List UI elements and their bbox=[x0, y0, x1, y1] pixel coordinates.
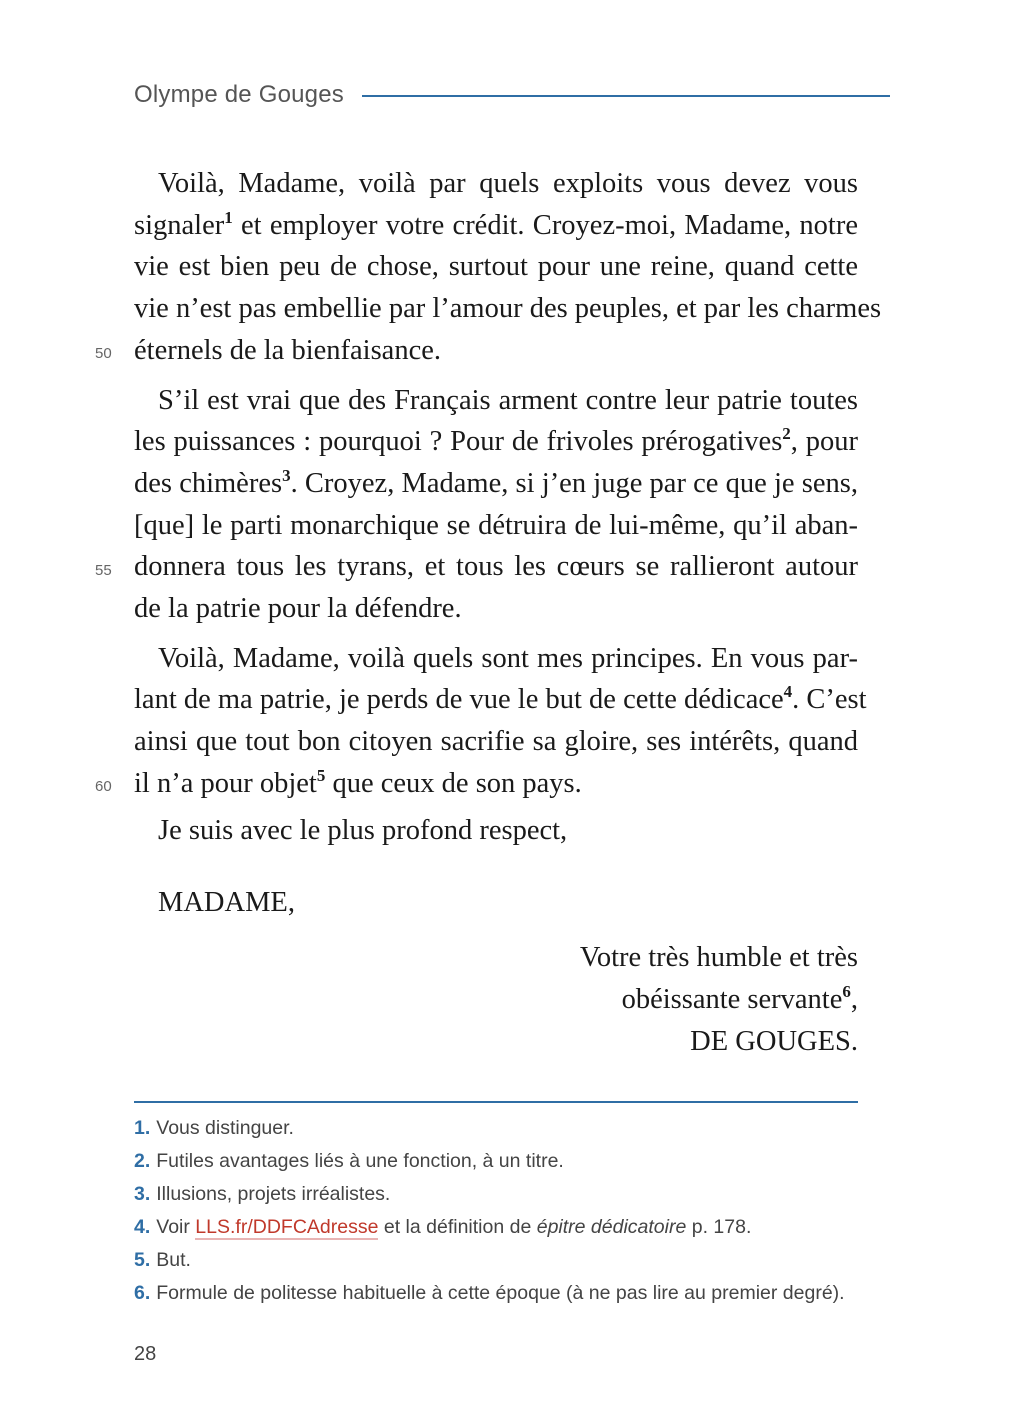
footnote-number: 6. bbox=[134, 1282, 151, 1304]
note-ref-4: 4 bbox=[783, 682, 793, 702]
footnote-text: Vous distinguer. bbox=[156, 1117, 294, 1139]
line-number-50: 50 bbox=[95, 345, 112, 362]
text-span: lant de ma patrie, je perds de vue le but de cette dédicace bbox=[134, 684, 784, 716]
footnote-5 bbox=[134, 1244, 894, 1277]
text-span: signaler bbox=[134, 209, 225, 241]
text-span: les puissances : pourquoi ? Pour de frivoles prérogatives bbox=[134, 426, 783, 458]
footnote-number: 3. bbox=[134, 1183, 151, 1205]
header-rule bbox=[362, 95, 890, 97]
footnote-text: p. 178. bbox=[686, 1216, 752, 1238]
text-line bbox=[134, 763, 858, 805]
note-ref-3: 3 bbox=[282, 465, 291, 485]
closing-respect-text: Je suis avec le plus profond respect, bbox=[158, 815, 568, 846]
footnote-number: 2. bbox=[134, 1150, 151, 1172]
footnote-text: Illusions, projets irréalistes. bbox=[156, 1183, 391, 1205]
text-line: vie n’est pas embellie par l’amour des peuples, et par les charmes bbox=[134, 293, 882, 325]
line-number-55: 55 bbox=[95, 562, 112, 579]
footnote-number: 5. bbox=[134, 1249, 151, 1271]
text-span: . C’est bbox=[792, 684, 867, 716]
footnote-text: Voir bbox=[156, 1216, 196, 1238]
footnote-number: 4. bbox=[134, 1216, 151, 1238]
footnote-link[interactable]: LLS.fr/DDFCAdresse bbox=[195, 1216, 379, 1238]
text-line: [que] le parti monarchique se détruira de lui-même, qu’il aban- bbox=[134, 509, 858, 541]
footnote-text: But. bbox=[156, 1249, 191, 1271]
footnote-6 bbox=[134, 1277, 894, 1310]
text-span: des chimères bbox=[134, 467, 283, 499]
closing-respect bbox=[134, 815, 858, 847]
paragraph-3 bbox=[134, 638, 867, 805]
text-line: Voilà, Madame, voilà quels sont mes principes. En vous par- bbox=[158, 642, 858, 674]
text-span: , pour bbox=[790, 426, 858, 458]
text-line bbox=[134, 421, 858, 463]
text-line: S’il est vrai que des Français arment contre leur patrie toutes bbox=[158, 384, 858, 416]
text-span: que ceux de son pays. bbox=[325, 767, 582, 799]
text-line: ainsi que tout bon citoyen sacrifie sa gloire, ses intérêts, quand bbox=[134, 726, 858, 758]
paragraph-2 bbox=[134, 380, 858, 630]
text-span: il n’a pour objet bbox=[134, 767, 317, 799]
text-line: de la patrie pour la défendre. bbox=[134, 593, 462, 625]
text-span: obéissante servante bbox=[621, 984, 843, 1015]
note-ref-6: 6 bbox=[842, 982, 851, 1001]
text-span: et employer votre crédit. Croyez-moi, Madame, notre bbox=[232, 209, 858, 241]
footnote-4 bbox=[134, 1211, 894, 1244]
footnote-2 bbox=[134, 1145, 894, 1178]
closing-salutation bbox=[134, 887, 858, 919]
text-span: . Croyez, Madame, si j’en juge par ce que je sens, bbox=[290, 467, 858, 499]
signature-line-2 bbox=[134, 979, 858, 1021]
footnote-1 bbox=[134, 1112, 894, 1145]
text-line: Voilà, Madame, voilà par quels exploits vous devez vous bbox=[158, 168, 858, 199]
note-ref-2: 2 bbox=[782, 424, 791, 444]
note-ref-5: 5 bbox=[316, 765, 326, 785]
closing-madame: MADAME, bbox=[158, 887, 295, 918]
note-ref-1: 1 bbox=[224, 207, 233, 227]
text-line: vie est bien peu de chose, surtout pour une reine, quand cette bbox=[134, 251, 858, 283]
footnote-text: et la définition de bbox=[378, 1216, 537, 1238]
footnote-emphasis: épitre dédicatoire bbox=[536, 1216, 687, 1238]
footnote-number: 1. bbox=[134, 1117, 151, 1139]
text-line bbox=[134, 679, 867, 721]
signature-line-1: Votre très humble et très bbox=[579, 942, 858, 973]
signature-block bbox=[134, 937, 858, 1063]
signature-name: DE GOUGES. bbox=[690, 1026, 858, 1057]
text-span: , bbox=[850, 984, 858, 1015]
footnote-text: Formule de politesse habituelle à cette époque (à ne pas lire au premier degré). bbox=[156, 1282, 845, 1304]
footnote-text: Futiles avantages liés à une fonction, à un titre. bbox=[156, 1150, 564, 1172]
footnote-rule bbox=[134, 1101, 858, 1103]
page-number: 28 bbox=[134, 1343, 157, 1365]
text-line: donnera tous les tyrans, et tous les cœurs se rallieront autour bbox=[134, 551, 858, 583]
paragraph-1 bbox=[134, 163, 882, 372]
main-text bbox=[134, 163, 882, 813]
footnotes bbox=[134, 1112, 894, 1310]
footnote-3 bbox=[134, 1178, 894, 1211]
running-head-author: Olympe de Gouges bbox=[134, 81, 344, 108]
running-head bbox=[134, 78, 890, 112]
text-line bbox=[134, 463, 858, 505]
text-line bbox=[134, 205, 858, 247]
text-line: éternels de la bienfaisance. bbox=[134, 334, 442, 366]
line-number-60: 60 bbox=[95, 778, 112, 795]
